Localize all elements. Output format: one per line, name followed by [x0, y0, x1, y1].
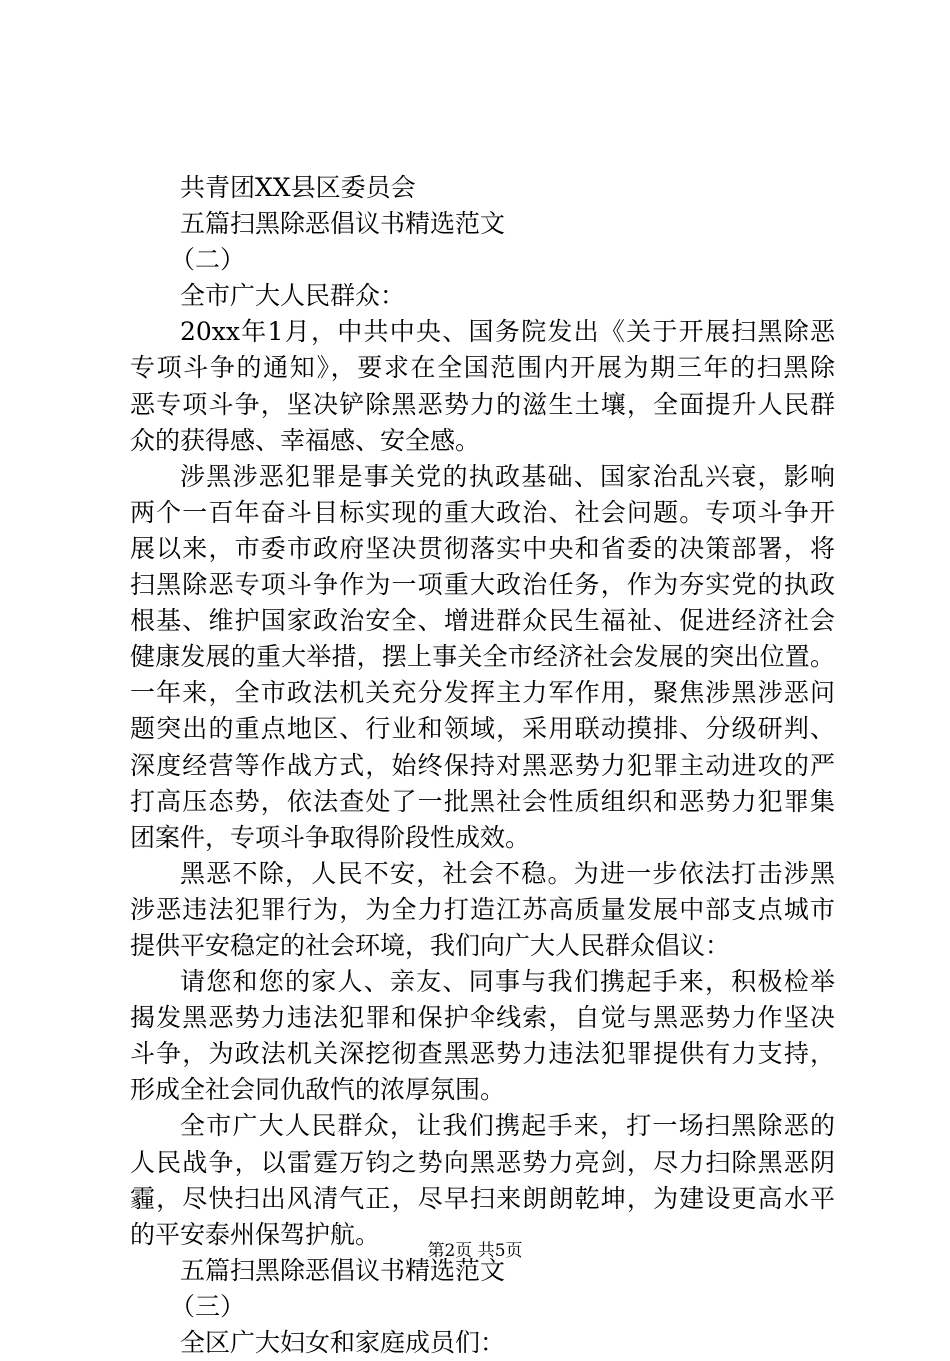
paragraph-line: 涉恶违法犯罪行为，为全力打造江苏高质量发展中部支点城市	[130, 894, 835, 924]
paragraph-line: 涉黑涉恶犯罪是事关党的执政基础、国家治乱兴衰，影响	[180, 461, 835, 491]
article-title: 五篇扫黑除恶倡议书精选范文	[180, 209, 506, 239]
paragraph-line: 的平安泰州保驾护航。	[130, 1219, 381, 1249]
paragraph-1	[130, 314, 835, 458]
paragraph-line: 打高压态势，依法查处了一批黑社会性质组织和恶势力犯罪集	[130, 786, 835, 816]
paragraph-3	[130, 856, 835, 964]
paragraph-line: 扫黑除恶专项斗争作为一项重大政治任务，作为夯实党的执政	[130, 570, 835, 600]
page-footer: 第2页 共5页	[427, 1241, 523, 1261]
paragraph-line: 健康发展的重大举措，摆上事关全市经济社会发展的突出位置。	[130, 642, 835, 672]
paragraph-line: 霾，尽快扫出风清气正，尽早扫来朗朗乾坤，为建设更高水平	[130, 1183, 835, 1213]
salutation: 全区广大妇女和家庭成员们：	[180, 1328, 506, 1357]
document-body	[130, 170, 835, 1361]
paragraph-line: 提供平安稳定的社会环境，我们向广大人民群众倡议：	[130, 930, 731, 960]
paragraph-line: 揭发黑恶势力违法犯罪和保护伞线索，自觉与黑恶势力作坚决	[130, 1003, 835, 1033]
paragraph-line: 专项斗争的通知》，要求在全国范围内开展为期三年的扫黑除	[130, 353, 835, 383]
paragraph-line: 人民战争，以雷霆万钧之势向黑恶势力亮剑，尽力扫除黑恶阴	[130, 1147, 835, 1177]
paragraph-line: 众的获得感、幸福感、安全感。	[130, 425, 481, 455]
paragraph-line: 团案件，专项斗争取得阶段性成效。	[130, 822, 531, 852]
paragraph-line: 请您和您的家人、亲友、同事与我们携起手来，积极检举	[180, 967, 835, 997]
organization-name: 共青团XX县区委员会	[180, 173, 416, 202]
paragraph-line: 20xx年1月，中共中央、国务院发出《关于开展扫黑除恶	[180, 317, 835, 347]
paragraph-2	[130, 459, 835, 856]
salutation: 全市广大人民群众：	[180, 281, 406, 311]
paragraph-line: 两个一百年奋斗目标实现的重大政治、社会问题。专项斗争开	[130, 497, 835, 527]
paragraph-4	[130, 964, 835, 1108]
paragraph-line: 斗争，为政法机关深挖彻查黑恶势力违法犯罪提供有力支持，	[130, 1039, 835, 1069]
paragraph-line: 题突出的重点地区、行业和领域，采用联动摸排、分级研判、	[130, 714, 835, 744]
paragraph-line: 根基、维护国家政治安全、增进群众民生福祉、促进经济社会	[130, 606, 835, 636]
paragraph-line: 全市广大人民群众，让我们携起手来，打一场扫黑除恶的	[180, 1111, 835, 1141]
paragraph-5	[130, 1108, 835, 1252]
article-number: （二）	[170, 245, 246, 275]
paragraph-line: 恶专项斗争，坚决铲除黑恶势力的滋生土壤，全面提升人民群	[130, 389, 835, 419]
paragraph-line: 形成全社会同仇敌忾的浓厚氛围。	[130, 1075, 506, 1105]
article-number: （三）	[170, 1291, 246, 1321]
paragraph-line: 深度经营等作战方式，始终保持对黑恶势力犯罪主动进攻的严	[130, 750, 835, 780]
paragraph-line: 黑恶不除，人民不安，社会不稳。为进一步依法打击涉黑	[180, 858, 835, 888]
paragraph-line: 展以来，市委市政府坚决贯彻落实中央和省委的决策部署，将	[130, 533, 835, 563]
paragraph-line: 一年来，全市政法机关充分发挥主力军作用，聚焦涉黑涉恶问	[130, 678, 835, 708]
article-title: 五篇扫黑除恶倡议书精选范文	[180, 1255, 506, 1285]
